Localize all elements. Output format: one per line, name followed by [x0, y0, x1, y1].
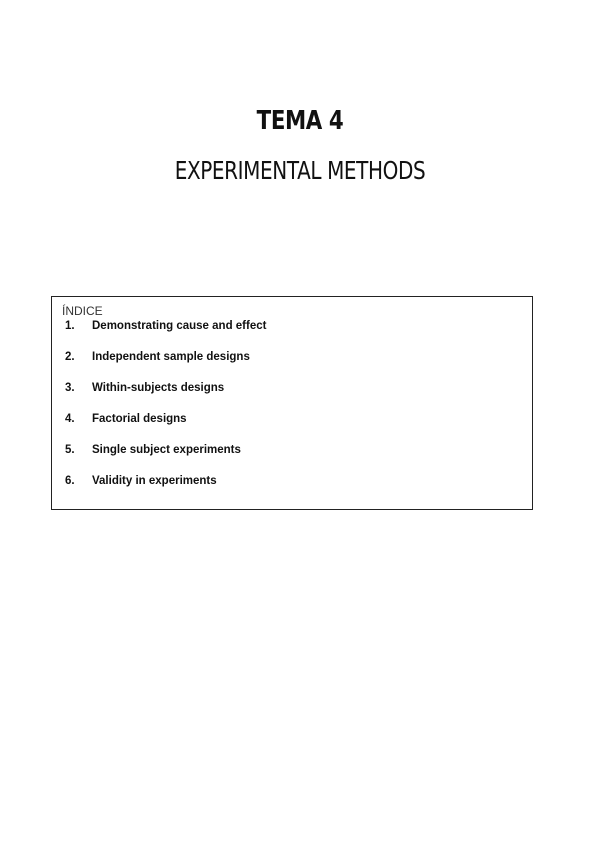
index-item-number: 5. — [65, 444, 75, 456]
page-subtitle: EXPERIMENTAL METHODS — [174, 156, 426, 185]
index-item-label: Demonstrating cause and effect — [92, 320, 267, 332]
index-item — [65, 475, 266, 506]
index-item — [65, 351, 266, 382]
index-item-number: 1. — [65, 320, 75, 332]
index-box — [51, 296, 533, 510]
index-item-number: 2. — [65, 351, 75, 363]
index-item-label: Validity in experiments — [92, 475, 217, 487]
index-item-label: Single subject experiments — [92, 444, 241, 456]
index-item-number: 4. — [65, 413, 75, 425]
index-item-label: Independent sample designs — [92, 351, 250, 363]
index-list — [65, 320, 266, 506]
index-item — [65, 382, 266, 413]
index-item — [65, 320, 266, 351]
index-item — [65, 444, 266, 475]
index-item-label: Within-subjects designs — [92, 382, 225, 394]
index-item-number: 6. — [65, 475, 75, 487]
index-heading: ÍNDICE — [62, 304, 103, 318]
index-item-label: Factorial designs — [92, 413, 187, 425]
index-item — [65, 413, 266, 444]
page-title: TEMA 4 — [256, 106, 344, 136]
index-item-number: 3. — [65, 382, 75, 394]
